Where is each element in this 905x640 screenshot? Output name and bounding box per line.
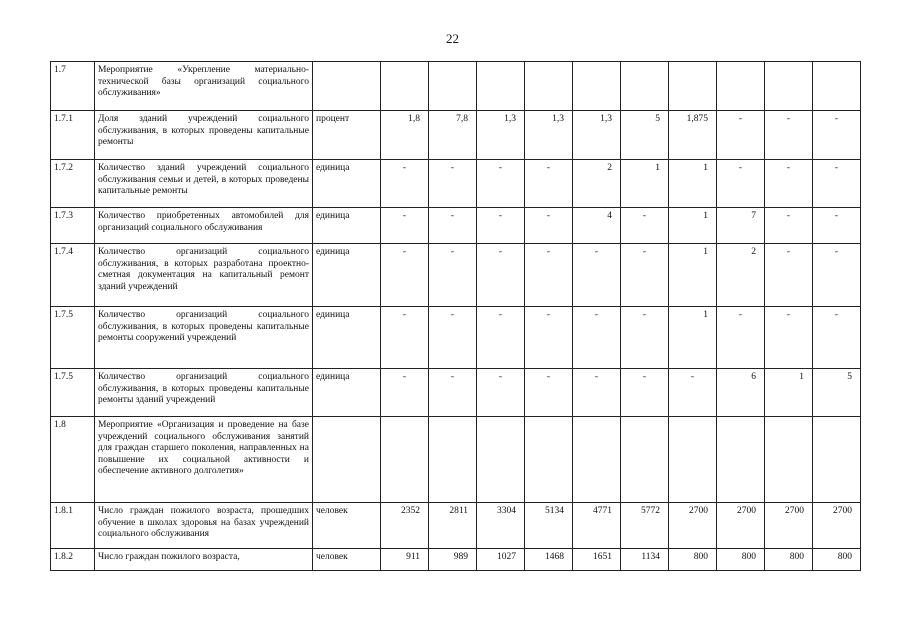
value-cell: 5 (813, 369, 861, 417)
value-cell: 1027 (477, 549, 525, 571)
value-cell (813, 417, 861, 503)
value-cell: 7 (717, 208, 765, 244)
row-number-cell: 1.7.5 (51, 369, 95, 417)
value-cell: - (477, 244, 525, 307)
value-cell: 1 (669, 244, 717, 307)
row-number-cell: 1.8.2 (51, 549, 95, 571)
value-cell (429, 417, 477, 503)
row-number-cell: 1.7.4 (51, 244, 95, 307)
value-cell: - (525, 208, 573, 244)
value-cell: - (381, 244, 429, 307)
table-row (51, 244, 861, 307)
value-cell (525, 417, 573, 503)
unit-cell: единица (313, 369, 381, 417)
page-number: 22 (446, 31, 459, 46)
value-cell: 2 (717, 244, 765, 307)
value-cell: 1 (669, 307, 717, 369)
unit-cell: единица (313, 244, 381, 307)
value-cell: 1 (621, 160, 669, 208)
value-cell: 989 (429, 549, 477, 571)
value-cell: 6 (717, 369, 765, 417)
value-cell (813, 62, 861, 111)
value-cell: 1651 (573, 549, 621, 571)
table-row (51, 111, 861, 160)
indicator-name-cell: Количество приобретенных автомобилей для организаций социального обслуживания (95, 208, 313, 244)
value-cell (381, 62, 429, 111)
value-cell: 800 (717, 549, 765, 571)
value-cell: - (429, 244, 477, 307)
value-cell: 5772 (621, 503, 669, 549)
value-cell: - (573, 244, 621, 307)
unit-cell: единица (313, 208, 381, 244)
value-cell: 1 (669, 160, 717, 208)
value-cell: 1,3 (525, 111, 573, 160)
row-number-cell: 1.8 (51, 417, 95, 503)
value-cell (477, 417, 525, 503)
value-cell (765, 62, 813, 111)
value-cell: - (525, 307, 573, 369)
value-cell: 3304 (477, 503, 525, 549)
value-cell: 1,3 (573, 111, 621, 160)
value-cell: - (381, 307, 429, 369)
indicator-name-cell: Количество организаций социального обслуживания, в которых проведены капитальные ремонты сооружений учреждений (95, 307, 313, 369)
value-cell: - (813, 307, 861, 369)
value-cell: - (621, 208, 669, 244)
unit-cell: человек (313, 503, 381, 549)
value-cell (621, 62, 669, 111)
indicator-name-cell: Мероприятие «Организация и проведение на базе учреждений социального обслуживания занятий для граждан старшего поколения, направленных на повышение их социальной активности и обеспечение активного долголетия» (95, 417, 313, 503)
value-cell (429, 62, 477, 111)
value-cell: 800 (669, 549, 717, 571)
value-cell: 2700 (717, 503, 765, 549)
unit-cell: человек (313, 549, 381, 571)
value-cell: - (717, 307, 765, 369)
value-cell (669, 417, 717, 503)
value-cell: - (765, 208, 813, 244)
value-cell: - (717, 160, 765, 208)
unit-cell (313, 417, 381, 503)
row-number-cell: 1.7.5 (51, 307, 95, 369)
value-cell: - (429, 369, 477, 417)
row-number-cell: 1.7 (51, 62, 95, 111)
value-cell: - (813, 160, 861, 208)
indicator-name-cell: Число граждан пожилого возраста, (95, 549, 313, 571)
value-cell: - (381, 208, 429, 244)
value-cell: - (765, 307, 813, 369)
value-cell: - (429, 160, 477, 208)
value-cell: - (477, 369, 525, 417)
row-number-cell: 1.7.2 (51, 160, 95, 208)
value-cell: 2352 (381, 503, 429, 549)
value-cell: 2 (573, 160, 621, 208)
unit-cell (313, 62, 381, 111)
value-cell: 800 (765, 549, 813, 571)
value-cell: 5134 (525, 503, 573, 549)
value-cell: 2700 (669, 503, 717, 549)
value-cell: 4 (573, 208, 621, 244)
value-cell: - (813, 208, 861, 244)
value-cell: 2700 (765, 503, 813, 549)
value-cell (525, 62, 573, 111)
value-cell: - (573, 369, 621, 417)
value-cell: - (813, 244, 861, 307)
indicator-name-cell: Количество зданий учреждений социального обслуживания семьи и детей, в которых проведены капитальные ремонты (95, 160, 313, 208)
value-cell (717, 62, 765, 111)
value-cell: - (573, 307, 621, 369)
value-cell (717, 417, 765, 503)
table-row (51, 369, 861, 417)
value-cell: 1468 (525, 549, 573, 571)
value-cell: - (429, 307, 477, 369)
value-cell: - (813, 111, 861, 160)
value-cell: 7,8 (429, 111, 477, 160)
value-cell: - (621, 244, 669, 307)
value-cell: - (477, 160, 525, 208)
value-cell: - (477, 307, 525, 369)
value-cell: - (381, 160, 429, 208)
value-cell: - (477, 208, 525, 244)
value-cell: 4771 (573, 503, 621, 549)
value-cell: - (621, 369, 669, 417)
value-cell: 1134 (621, 549, 669, 571)
value-cell: - (429, 208, 477, 244)
indicator-name-cell: Количество организаций социального обслуживания, в которых проведены капитальные ремонты зданий учреждений (95, 369, 313, 417)
row-number-cell: 1.7.3 (51, 208, 95, 244)
value-cell: - (669, 369, 717, 417)
value-cell: - (765, 111, 813, 160)
unit-cell: единица (313, 160, 381, 208)
table-row (51, 208, 861, 244)
value-cell: - (621, 307, 669, 369)
value-cell: 2700 (813, 503, 861, 549)
value-cell: 1,3 (477, 111, 525, 160)
row-number-cell: 1.8.1 (51, 503, 95, 549)
value-cell: 800 (813, 549, 861, 571)
table-row (51, 503, 861, 549)
value-cell: - (525, 160, 573, 208)
value-cell: - (525, 244, 573, 307)
value-cell: - (381, 369, 429, 417)
value-cell: 5 (621, 111, 669, 160)
value-cell (669, 62, 717, 111)
value-cell (381, 417, 429, 503)
value-cell: 1,875 (669, 111, 717, 160)
indicators-table (50, 61, 861, 571)
value-cell (573, 417, 621, 503)
value-cell: 911 (381, 549, 429, 571)
value-cell: - (525, 369, 573, 417)
table-row (51, 160, 861, 208)
value-cell: 2811 (429, 503, 477, 549)
row-number-cell: 1.7.1 (51, 111, 95, 160)
value-cell: - (765, 244, 813, 307)
table-row (51, 307, 861, 369)
indicator-name-cell: Доля зданий учреждений социального обслуживания, в которых проведены капитальные ремонты (95, 111, 313, 160)
value-cell: 1,8 (381, 111, 429, 160)
unit-cell: процент (313, 111, 381, 160)
value-cell (477, 62, 525, 111)
indicator-name-cell: Число граждан пожилого возраста, прошедших обучение в школах здоровья на базах учреждений социального обслуживания (95, 503, 313, 549)
unit-cell: единица (313, 307, 381, 369)
value-cell (765, 417, 813, 503)
indicator-name-cell: Количество организаций социального обслуживания, в которых разработана проектно-сметная документация на капитальный ремонт зданий учреждений (95, 244, 313, 307)
value-cell: - (765, 160, 813, 208)
value-cell (573, 62, 621, 111)
value-cell: 1 (669, 208, 717, 244)
value-cell: - (717, 111, 765, 160)
table-row (51, 417, 861, 503)
value-cell: 1 (765, 369, 813, 417)
table-row (51, 62, 861, 111)
table-row (51, 549, 861, 571)
indicator-name-cell: Мероприятие «Укрепление материально-технической базы организаций социального обслуживания» (95, 62, 313, 111)
value-cell (621, 417, 669, 503)
